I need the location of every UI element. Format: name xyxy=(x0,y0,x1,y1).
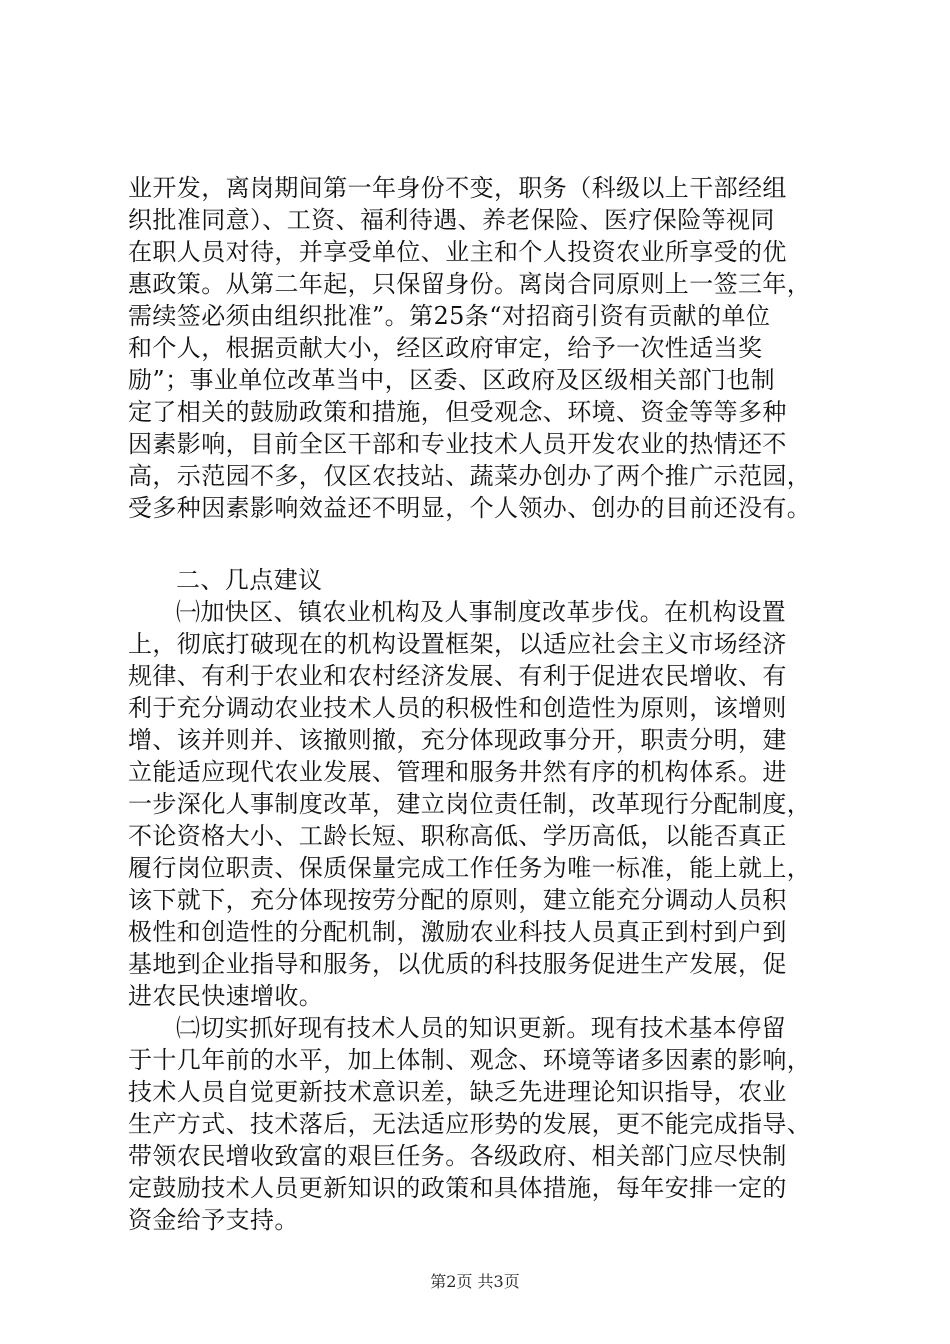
text-line: 励”；事业单位改革当中，区委、区政府及区级相关部门也制 xyxy=(128,366,776,394)
text-line: 利于充分调动农业技术人员的积极性和创造性为原则，该增则 xyxy=(128,694,787,722)
text-line: 织批准同意）、工资、福利待遇、养老保险、医疗保险等视同 xyxy=(128,206,775,234)
text-line: 一步深化人事制度改革，建立岗位责任制，改革现行分配制度， xyxy=(128,790,812,818)
text-line: 和个人，根据贡献大小，经区政府审定，给予一次性适当奖 xyxy=(128,334,763,362)
text-line: 进农民快速增收。 xyxy=(128,982,324,1010)
text-line: 高，示范园不多，仅区农技站、蔬菜办创办了两个推广示范园， xyxy=(128,462,812,490)
text-line: 上，彻底打破现在的机构设置框架，以适应社会主义市场经济 xyxy=(128,630,787,658)
text-line: 业开发，离岗期间第一年身份不变，职务（科级以上干部经组 xyxy=(128,174,787,202)
page-number: 第2页 共3页 xyxy=(430,1272,520,1291)
text-line: 生产方式、技术落后，无法适应形势的发展，更不能完成指导、 xyxy=(128,1110,812,1138)
text-line: 在职人员对待，并享受单位、业主和个人投资农业所享受的优 xyxy=(128,238,787,266)
text-line: 带领农民增收致富的艰巨任务。各级政府、相关部门应尽快制 xyxy=(128,1142,787,1170)
text-line: 规律、有利于农业和农村经济发展、有利于促进农民增收、有 xyxy=(128,662,787,690)
text-line: 该下就下，充分体现按劳分配的原则，建立能充分调动人员积 xyxy=(128,886,787,914)
text-line: 定了相关的鼓励政策和措施，但受观念、环境、资金等等多种 xyxy=(128,398,787,426)
paragraph-1 xyxy=(128,172,848,524)
text-line: 基地到企业指导和服务，以优质的科技服务促进生产发展，促 xyxy=(128,950,787,978)
text-line: ㈡切实抓好现有技术人员的知识更新。现有技术基本停留 xyxy=(176,1014,786,1042)
text-line: ㈠加快区、镇农业机构及人事制度改革步伐。在机构设置 xyxy=(176,598,786,626)
paragraph-3 xyxy=(128,1012,848,1236)
text-line: 资金给予支持。 xyxy=(128,1206,299,1234)
text-line: 履行岗位职责、保质保量完成工作任务为唯一标准，能上就上， xyxy=(128,854,812,882)
text-line: 立能适应现代农业发展、管理和服务井然有序的机构体系。进 xyxy=(128,758,787,786)
text-line: 需续签必须由组织批准”。第25条“对招商引资有贡献的单位 xyxy=(128,302,771,330)
paragraph-2 xyxy=(128,596,848,1012)
text-line: 增、该并则并、该撤则撤，充分体现政事分开，职责分明，建 xyxy=(128,726,787,754)
text-line: 受多种因素影响效益还不明显，个人领办、创办的目前还没有。 xyxy=(128,494,812,522)
text-line: 不论资格大小、工龄长短、职称高低、学历高低，以能否真正 xyxy=(128,822,787,850)
paragraph-gap xyxy=(128,524,848,564)
text-line: 于十几年前的水平，加上体制、观念、环境等诸多因素的影响， xyxy=(128,1046,812,1074)
text-line: 惠政策。从第二年起，只保留身份。离岗合同原则上一签三年， xyxy=(128,270,812,298)
document-body xyxy=(128,172,848,1236)
text-line: 技术人员自觉更新技术意识差，缺乏先进理论知识指导，农业 xyxy=(128,1078,787,1106)
text-line: 定鼓励技术人员更新知识的政策和具体措施，每年安排一定的 xyxy=(128,1174,787,1202)
text-line: 极性和创造性的分配机制，激励农业科技人员真正到村到户到 xyxy=(128,918,787,946)
section-heading: 二、几点建议 xyxy=(176,566,323,594)
text-line: 因素影响，目前全区干部和专业技术人员开发农业的热情还不 xyxy=(128,430,787,458)
